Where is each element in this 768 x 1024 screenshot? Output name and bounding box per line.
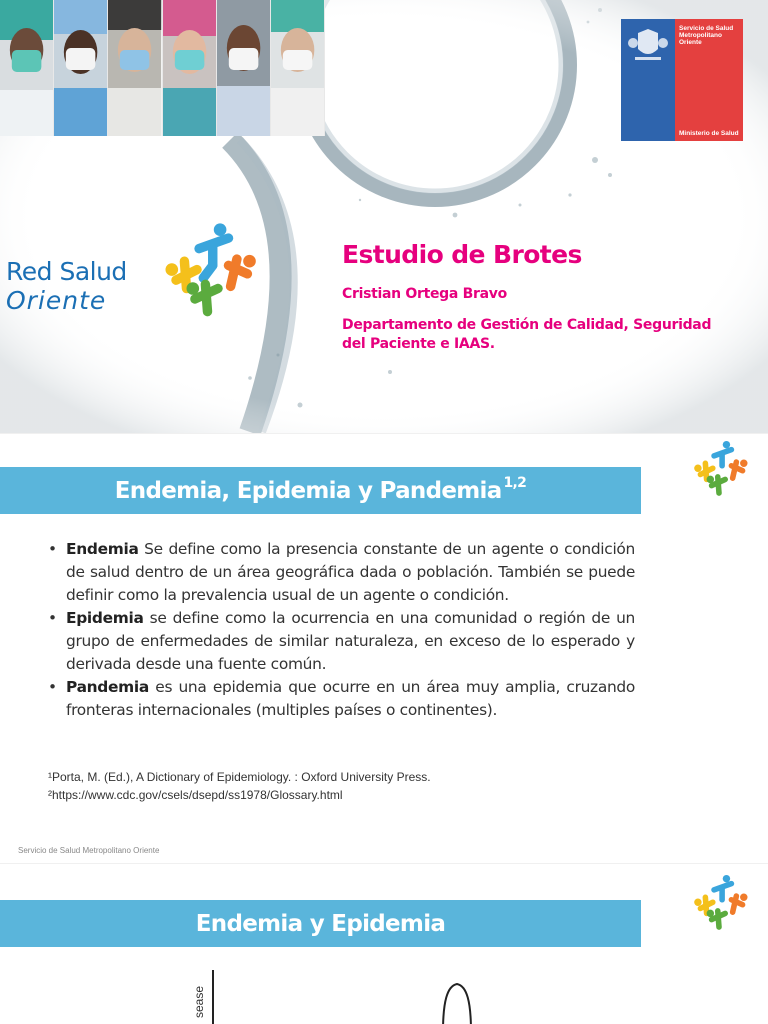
- epidemic-curve: [443, 984, 471, 1024]
- definitions-list: [48, 538, 635, 722]
- definition-text: es una epidemia que ocurre en un área muy amplia, cruzando fronteras internacionales (multiples países o continentes).: [66, 678, 635, 719]
- ministry-logo-red-block: [675, 19, 743, 141]
- staff-photo: [217, 0, 271, 136]
- ministry-logo-service-name: Servicio de Salud Metropolitano Oriente: [679, 25, 734, 46]
- presentation-author: Cristian Ortega Bravo: [342, 286, 507, 302]
- ministry-logo-ministry-name: Ministerio de Salud: [679, 130, 739, 137]
- definitions-slide: [0, 433, 768, 863]
- presentation-title: Estudio de Brotes: [342, 240, 582, 269]
- red-salud-logo: [6, 258, 127, 316]
- slide-title-superscript: 1,2: [503, 474, 527, 491]
- slide-title-banner: [0, 900, 641, 947]
- references: [48, 768, 431, 804]
- y-axis-label: sease: [192, 985, 206, 1019]
- people-logo-icon: [688, 436, 750, 498]
- term-pandemia: Pandemia: [66, 678, 149, 696]
- term-endemia: Endemia: [66, 540, 139, 558]
- term-epidemia: Epidemia: [66, 609, 144, 627]
- definition-text: se define como la ocurrencia en una comunidad o región de un grupo de enfermedades de similar naturaleza, en exceso de lo esperado y derivada desde una fuente común.: [66, 609, 635, 673]
- epidemic-curve-fragment: [185, 962, 535, 1024]
- red-salud-logo-line1: Red Salud: [6, 257, 127, 286]
- staff-photo: [0, 0, 54, 136]
- staff-photo: [163, 0, 217, 136]
- reference-1: ¹Porta, M. (Ed.), A Dictionary of Epidemiology. : Oxford University Press.: [48, 770, 431, 784]
- coat-of-arms-icon: [621, 19, 675, 79]
- slide-title: Endemia, Epidemia y Pandemia: [114, 477, 502, 504]
- staff-photo-strip: [0, 0, 325, 136]
- ministry-logo-blue-block: [621, 19, 675, 141]
- list-item: [48, 538, 635, 607]
- endemia-epidemia-slide: [0, 863, 768, 1024]
- staff-photo: [271, 0, 325, 136]
- presentation-department: Departamento de Gestión de Calidad, Seguridad del Paciente e IAAS.: [342, 317, 712, 352]
- list-item: [48, 676, 635, 722]
- definition-text: Se define como la presencia constante de un agente o condición de salud dentro de un área geográfica dada o población. También se puede definir como la prevalencia usual de un agente o condición.: [66, 540, 635, 604]
- staff-photo: [54, 0, 108, 136]
- title-slide: [0, 0, 768, 433]
- slide-title-banner: [0, 467, 641, 514]
- people-logo-icon: [688, 870, 750, 932]
- people-logo-icon: [155, 215, 260, 320]
- list-item: [48, 607, 635, 676]
- slide-title: Endemia y Epidemia: [195, 910, 446, 937]
- red-salud-logo-line2: Oriente: [6, 286, 107, 315]
- staff-photo: [108, 0, 162, 136]
- ministry-logo: [621, 19, 743, 141]
- reference-2: ²https://www.cdc.gov/csels/dsepd/ss1978/Glossary.html: [48, 788, 343, 802]
- slide-footer: Servicio de Salud Metropolitano Oriente: [18, 846, 160, 855]
